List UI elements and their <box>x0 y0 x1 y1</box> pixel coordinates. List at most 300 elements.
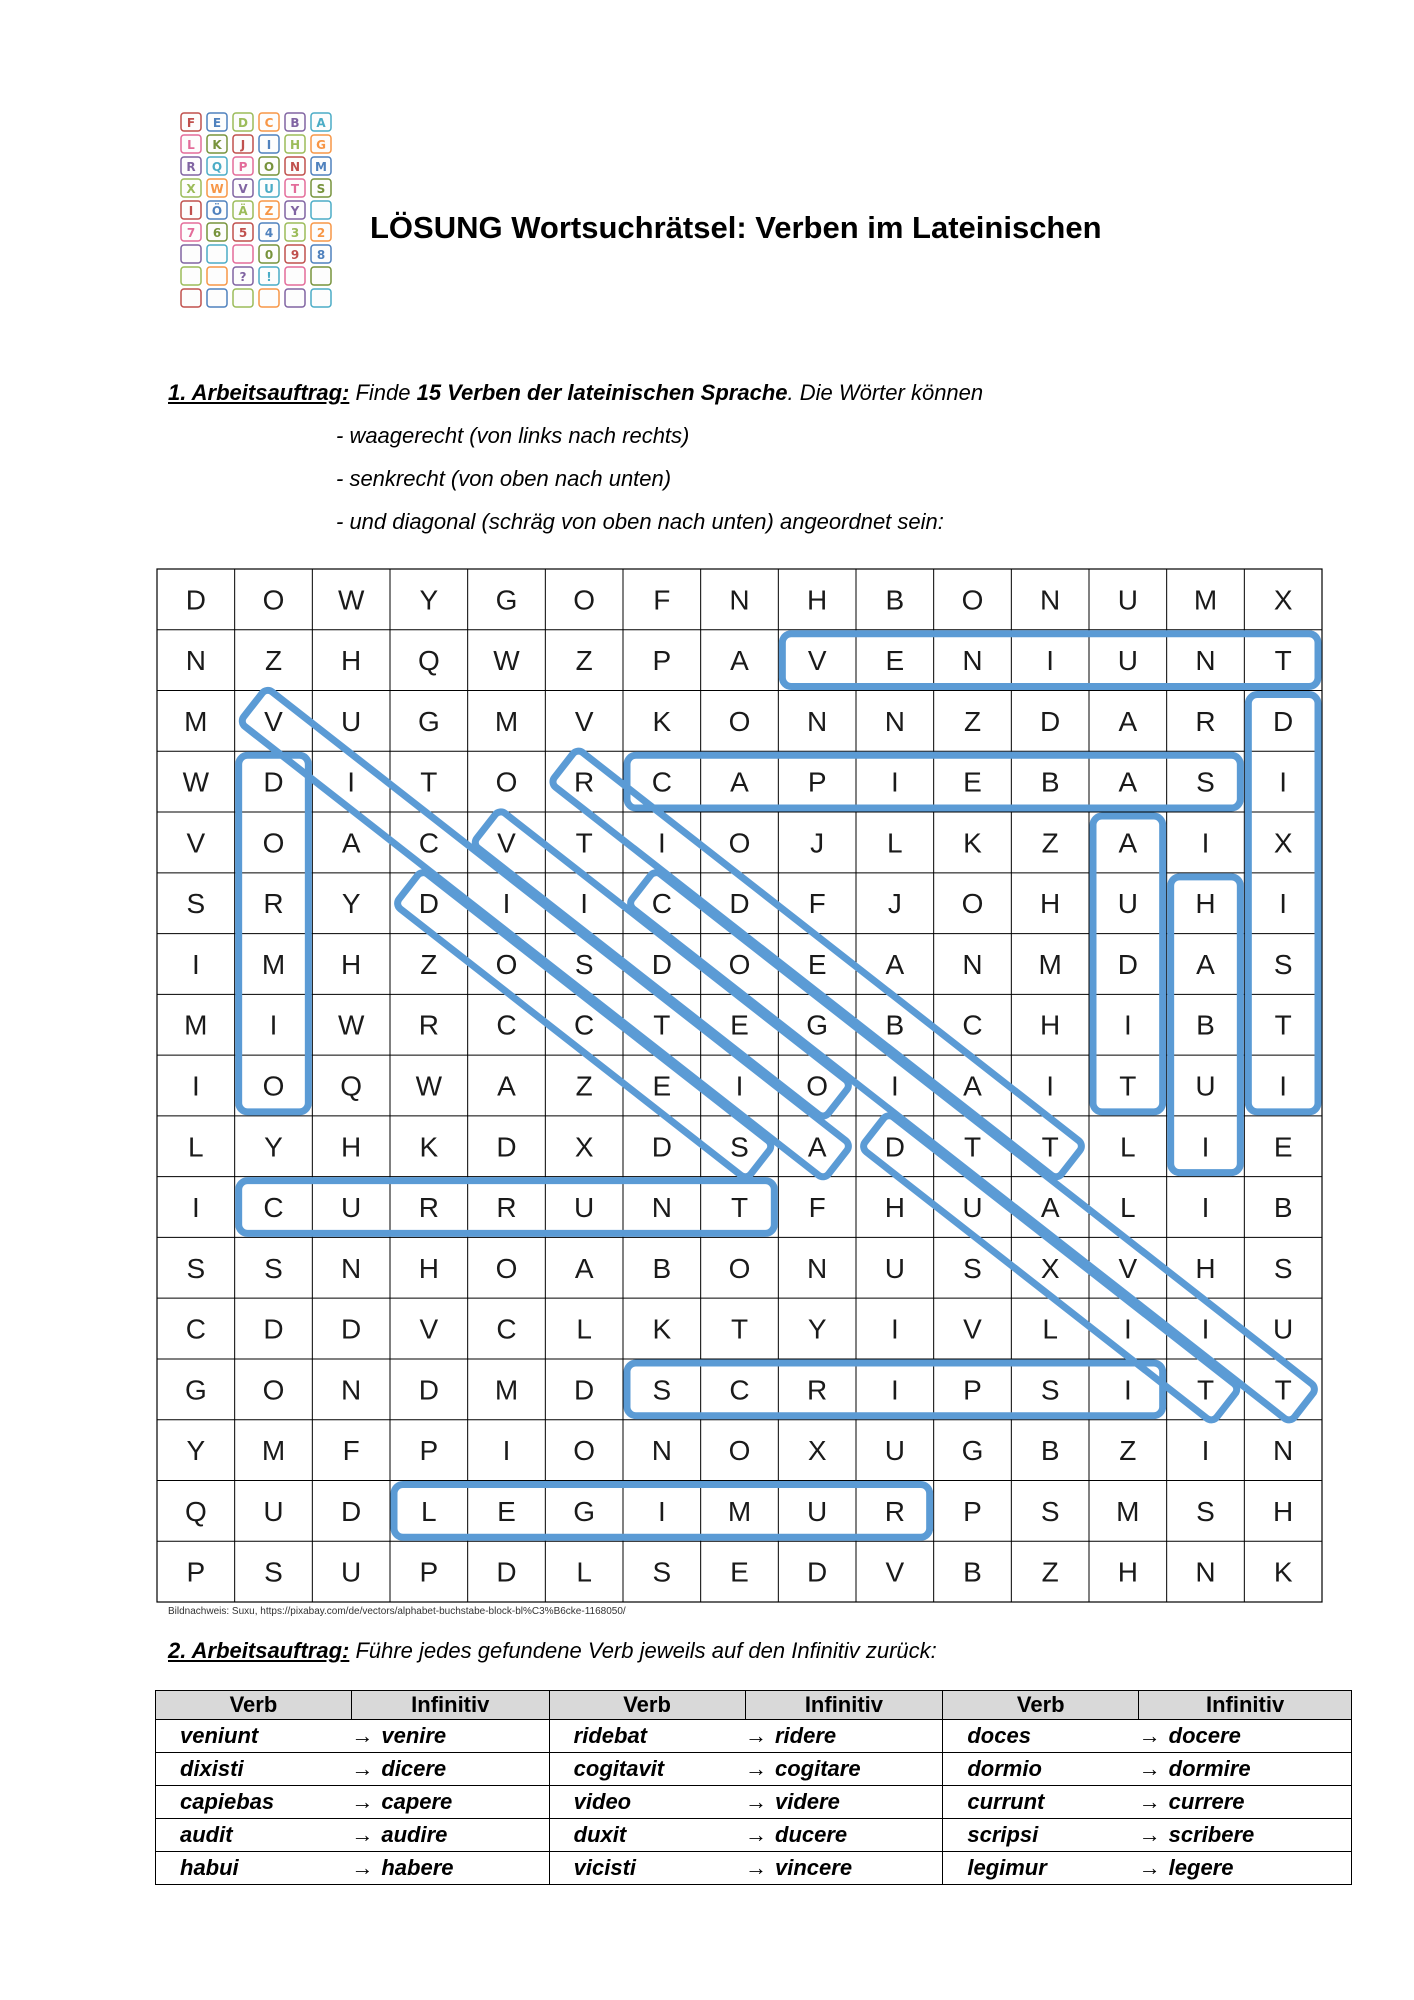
grid-letter: H <box>1195 888 1216 920</box>
image-credit: Bildnachweis: Suxu, https://pixabay.com/de/vectors/alphabet-buchstabe-block-bl%C3%B6cke-1168050/ <box>168 1606 626 1617</box>
grid-letter: C <box>651 888 672 920</box>
logo-letter-block <box>259 289 279 307</box>
logo-letter-block <box>207 179 227 197</box>
grid-letter: N <box>729 584 750 616</box>
grid-letter: L <box>576 1556 592 1588</box>
logo-letter-block <box>259 201 279 219</box>
svg-text:I: I <box>188 204 194 218</box>
grid-letter: O <box>262 1070 285 1102</box>
grid-letter: G <box>573 1495 596 1527</box>
grid-letter: I <box>1123 1374 1132 1406</box>
grid-letter: C <box>418 827 439 859</box>
verb-cell: audit <box>156 1819 352 1852</box>
grid-letter: O <box>728 1252 751 1284</box>
task1-intro-b: . Die Wörter können <box>787 380 984 405</box>
grid-letter: D <box>1273 705 1294 737</box>
arrow-icon: → <box>351 1822 374 1847</box>
grid-letter: S <box>186 888 206 920</box>
grid-letter: R <box>418 1009 439 1041</box>
grid-letter: O <box>961 888 984 920</box>
grid-letter: R <box>574 766 595 798</box>
logo-letter-block <box>233 289 253 307</box>
grid-letter: R <box>418 1192 439 1224</box>
grid-letter: D <box>496 1556 517 1588</box>
grid-letter: S <box>1196 1495 1215 1527</box>
grid-letter: B <box>1040 766 1060 798</box>
svg-text:H: H <box>289 138 301 152</box>
logo-letter-block <box>259 157 279 175</box>
logo-letter-block <box>311 245 331 263</box>
grid-letter: S <box>1273 948 1293 980</box>
grid-letter: N <box>341 1374 362 1406</box>
arrow-icon: → <box>351 1756 374 1781</box>
grid-letter: X <box>574 1131 594 1163</box>
grid-letter: O <box>495 948 518 980</box>
task1-intro-bold: 15 Verben der lateinischen Sprache <box>416 380 788 405</box>
logo-letter-block <box>285 179 305 197</box>
grid-letter: C <box>651 766 672 798</box>
grid-letter: D <box>884 1131 905 1163</box>
grid-letter: H <box>1195 1252 1216 1284</box>
header-verb: Verb <box>943 1691 1139 1720</box>
infinitive-cell <box>351 1819 549 1852</box>
grid-letter: T <box>1274 1374 1292 1406</box>
grid-letter: O <box>806 1070 829 1102</box>
grid-letter: Y <box>807 1313 827 1345</box>
grid-letter: D <box>651 1131 672 1163</box>
logo-letter-block <box>259 113 279 131</box>
grid-letter: Z <box>264 645 283 677</box>
logo-letter-block <box>207 135 227 153</box>
grid-letter: N <box>185 645 206 677</box>
logo-letter-block <box>285 157 305 175</box>
grid-letter: E <box>1273 1131 1293 1163</box>
grid-letter: T <box>1274 1009 1292 1041</box>
arrow-icon: → <box>351 1723 374 1748</box>
grid-letter: R <box>884 1495 905 1527</box>
arrow-icon: → <box>745 1855 767 1880</box>
arrow-icon: → <box>745 1723 767 1748</box>
svg-text:S: S <box>316 182 326 196</box>
grid-letter: P <box>652 645 672 677</box>
infinitive-cell <box>745 1720 943 1753</box>
grid-letter: I <box>502 1435 511 1467</box>
infinitive-text: legere <box>1168 1855 1234 1880</box>
grid-letter: H <box>341 1131 362 1163</box>
logo-letter-block <box>181 179 201 197</box>
infinitive-text: habere <box>381 1855 454 1880</box>
logo-letter-block <box>181 223 201 241</box>
grid-letter: C <box>574 1009 595 1041</box>
grid-letter: S <box>264 1556 283 1588</box>
grid-letter: M <box>727 1495 752 1527</box>
verb-cell: cogitavit <box>549 1753 745 1786</box>
verb-cell: habui <box>156 1852 352 1885</box>
grid-letter: O <box>262 827 285 859</box>
arrow-icon: → <box>745 1822 767 1847</box>
logo-letter-block <box>285 135 305 153</box>
grid-letter: I <box>191 1192 200 1224</box>
grid-letter: U <box>807 1495 828 1527</box>
grid-letter: I <box>1123 1009 1132 1041</box>
grid-letter: E <box>730 1556 749 1588</box>
grid-letter: W <box>415 1070 443 1102</box>
grid-letter: C <box>962 1009 983 1041</box>
grid-letter: T <box>730 1192 749 1224</box>
grid-letter: T <box>1196 1374 1215 1406</box>
grid-letter: G <box>184 1374 207 1406</box>
grid-letter: O <box>728 1435 751 1467</box>
grid-letter: N <box>1195 645 1216 677</box>
grid-letter: U <box>341 705 362 737</box>
grid-letter: D <box>418 1374 439 1406</box>
infinitive-text: videre <box>775 1789 840 1814</box>
arrow-icon: → <box>745 1756 767 1781</box>
task1-line-diagonal: - und diagonal (schräg von oben nach unten) angeordnet sein: <box>336 509 944 534</box>
svg-text:B: B <box>290 116 300 130</box>
grid-letter: Y <box>341 888 361 920</box>
logo-letter-block <box>311 135 331 153</box>
grid-letter: T <box>1041 1131 1059 1163</box>
grid-letter: O <box>262 1374 285 1406</box>
grid-letter: X <box>1273 827 1293 859</box>
logo-letter-block <box>207 113 227 131</box>
grid-letter: S <box>652 1374 672 1406</box>
logo-letter-block <box>181 135 201 153</box>
header-verb: Verb <box>549 1691 745 1720</box>
grid-letter: U <box>574 1192 595 1224</box>
grid-letter: J <box>887 888 902 920</box>
svg-text:C: C <box>264 116 274 130</box>
verb-cell: scripsi <box>943 1819 1139 1852</box>
svg-text:X: X <box>186 182 196 196</box>
svg-text:G: G <box>316 138 326 152</box>
svg-text:?: ? <box>239 270 247 284</box>
logo-letter-block <box>311 267 331 285</box>
grid-letter: I <box>657 827 666 859</box>
infinitive-text: dormire <box>1168 1756 1251 1781</box>
grid-letter: N <box>651 1192 672 1224</box>
grid-letter: B <box>1196 1009 1215 1041</box>
grid-letter: I <box>191 1070 200 1102</box>
grid-letter: D <box>185 584 206 616</box>
svg-text:L: L <box>187 138 195 152</box>
grid-letter: N <box>1195 1556 1216 1588</box>
grid-letter: Z <box>1041 1556 1059 1588</box>
grid-letter: X <box>807 1435 827 1467</box>
grid-letter: T <box>1119 1070 1137 1102</box>
grid-letter: M <box>494 705 519 737</box>
grid-letter: D <box>496 1131 517 1163</box>
grid-letter: H <box>1040 888 1061 920</box>
infinitive-cell <box>1139 1819 1352 1852</box>
verb-cell: dixisti <box>156 1753 352 1786</box>
svg-text:Y: Y <box>290 204 300 218</box>
verb-cell: dormio <box>943 1753 1139 1786</box>
logo-letter-block <box>233 245 253 263</box>
grid-letter: S <box>264 1252 283 1284</box>
logo-letter-block <box>259 179 279 197</box>
grid-letter: N <box>1040 584 1061 616</box>
alphabet-blocks-logo <box>180 112 332 308</box>
grid-letter: H <box>1040 1009 1061 1041</box>
grid-letter: N <box>962 645 983 677</box>
grid-letter: K <box>963 827 982 859</box>
infinitive-text: ridere <box>775 1723 837 1748</box>
infinitive-cell <box>745 1753 943 1786</box>
grid-letter: U <box>341 1556 362 1588</box>
grid-letter: I <box>347 766 356 798</box>
grid-letter: K <box>652 1313 672 1345</box>
infinitive-text: cogitare <box>775 1756 861 1781</box>
grid-letter: S <box>1040 1374 1060 1406</box>
svg-text:T: T <box>290 182 300 196</box>
grid-letter: D <box>1040 705 1061 737</box>
grid-letter: H <box>418 1252 439 1284</box>
svg-text:M: M <box>315 160 327 174</box>
verb-cell: doces <box>943 1720 1139 1753</box>
grid-letter: L <box>1120 1131 1136 1163</box>
grid-letter: K <box>1273 1556 1293 1588</box>
grid-letter: L <box>1120 1192 1136 1224</box>
grid-letter: V <box>419 1313 439 1345</box>
grid-letter: I <box>890 766 899 798</box>
verb-cell: veniunt <box>156 1720 352 1753</box>
grid-letter: R <box>496 1192 517 1224</box>
svg-text:4: 4 <box>264 226 274 240</box>
grid-letter: M <box>494 1374 519 1406</box>
logo-letter-block <box>311 113 331 131</box>
logo-letter-block <box>207 267 227 285</box>
grid-letter: F <box>808 888 826 920</box>
grid-letter: G <box>495 584 518 616</box>
grid-letter: O <box>495 1252 518 1284</box>
infinitive-cell <box>351 1753 549 1786</box>
grid-letter: D <box>651 948 672 980</box>
grid-letter: Z <box>1119 1435 1137 1467</box>
grid-letter: C <box>729 1374 750 1406</box>
grid-letter: Q <box>340 1070 363 1102</box>
svg-text:J: J <box>240 138 246 152</box>
logo-letter-block <box>259 223 279 241</box>
svg-text:U: U <box>264 182 274 196</box>
grid-letter: H <box>807 584 828 616</box>
grid-letter: S <box>730 1131 749 1163</box>
grid-letter: D <box>263 1313 284 1345</box>
infinitive-cell <box>1139 1720 1352 1753</box>
logo-letter-block <box>233 179 253 197</box>
grid-letter: V <box>574 705 594 737</box>
grid-letter: U <box>1117 584 1138 616</box>
grid-letter: U <box>884 1435 905 1467</box>
grid-letter: Z <box>420 948 438 980</box>
grid-letter: B <box>652 1252 672 1284</box>
svg-text:K: K <box>212 138 222 152</box>
logo-letter-block <box>207 223 227 241</box>
grid-letter: L <box>188 1131 204 1163</box>
table-row <box>156 1852 1352 1885</box>
grid-letter: N <box>962 948 983 980</box>
grid-letter: J <box>810 827 825 859</box>
svg-text:7: 7 <box>186 226 196 240</box>
verb-cell: duxit <box>549 1819 745 1852</box>
grid-letter: M <box>1038 948 1062 980</box>
logo-letter-block <box>181 157 201 175</box>
task1-line-horizontal: - waagerecht (von links nach rechts) <box>336 423 690 448</box>
grid-letter: H <box>884 1192 905 1224</box>
svg-text:Z: Z <box>264 204 274 218</box>
logo-letter-block <box>207 289 227 307</box>
arrow-icon: → <box>1138 1855 1161 1880</box>
svg-text:Q: Q <box>211 160 223 174</box>
grid-letter: S <box>652 1556 672 1588</box>
svg-text:9: 9 <box>290 248 300 262</box>
svg-text:A: A <box>316 116 326 130</box>
infinitive-cell <box>1139 1786 1352 1819</box>
verb-cell: vicisti <box>549 1852 745 1885</box>
grid-letter: Z <box>575 1070 593 1102</box>
infinitive-text: capere <box>381 1789 453 1814</box>
grid-letter: T <box>730 1313 749 1345</box>
svg-text:P: P <box>238 160 248 174</box>
svg-text:5: 5 <box>238 226 248 240</box>
grid-letter: P <box>419 1435 439 1467</box>
grid-letter: G <box>417 705 440 737</box>
grid-letter: A <box>1118 827 1138 859</box>
svg-text:Ö: Ö <box>211 204 223 218</box>
grid-letter: F <box>808 1192 826 1224</box>
grid-letter: I <box>657 1495 666 1527</box>
arrow-icon: → <box>351 1789 374 1814</box>
grid-letter: K <box>419 1131 439 1163</box>
svg-text:2: 2 <box>316 226 326 240</box>
grid-letter: I <box>890 1313 899 1345</box>
grid-letter: A <box>1118 766 1138 798</box>
grid-letter: P <box>186 1556 206 1588</box>
verb-cell: video <box>549 1786 745 1819</box>
infinitive-cell <box>1139 1753 1352 1786</box>
infinitive-cell <box>745 1786 943 1819</box>
grid-letter: O <box>728 948 751 980</box>
grid-letter: B <box>885 584 905 616</box>
grid-letter: W <box>182 766 210 798</box>
svg-text:0: 0 <box>264 248 274 262</box>
grid-letter: W <box>337 1009 365 1041</box>
arrow-icon: → <box>1138 1789 1161 1814</box>
task2-text: Führe jedes gefundene Verb jeweils auf den Infinitiv zurück: <box>349 1638 937 1663</box>
grid-letter: F <box>342 1435 360 1467</box>
grid-letter: V <box>264 705 283 737</box>
logo-letter-block <box>311 157 331 175</box>
grid-letter: D <box>729 888 750 920</box>
verb-cell: currunt <box>943 1786 1139 1819</box>
grid-letter: U <box>1195 1070 1216 1102</box>
header-infinitive: Infinitiv <box>745 1691 943 1720</box>
grid-letter: Q <box>417 645 440 677</box>
logo-letter-block <box>207 245 227 263</box>
grid-letter: A <box>730 645 749 677</box>
grid-letter: A <box>1196 948 1215 980</box>
grid-letter: C <box>185 1313 206 1345</box>
grid-letter: N <box>341 1252 362 1284</box>
header-verb: Verb <box>156 1691 352 1720</box>
grid-letter: L <box>421 1495 437 1527</box>
logo-letter-block <box>259 267 279 285</box>
infinitive-cell <box>1139 1852 1352 1885</box>
grid-letter: M <box>1193 584 1218 616</box>
grid-letter: E <box>652 1070 672 1102</box>
grid-letter: S <box>186 1252 206 1284</box>
word-search-svg <box>155 567 1325 1604</box>
table-row <box>156 1819 1352 1852</box>
grid-letter: N <box>651 1435 672 1467</box>
grid-letter: S <box>1273 1252 1293 1284</box>
grid-letter: A <box>1040 1192 1060 1224</box>
logo-letter-block <box>259 135 279 153</box>
grid-letter: U <box>1117 888 1138 920</box>
logo-letter-block <box>233 113 253 131</box>
task1-line-vertical: - senkrecht (von oben nach unten) <box>336 466 672 491</box>
grid-letter: M <box>184 1009 208 1041</box>
logo-letter-block <box>285 201 305 219</box>
grid-letter: I <box>191 948 200 980</box>
grid-letter: U <box>263 1495 284 1527</box>
table-row <box>156 1786 1352 1819</box>
grid-letter: D <box>341 1495 362 1527</box>
grid-letter: M <box>261 948 286 980</box>
infinitive-text: venire <box>381 1723 447 1748</box>
logo-letter-block <box>233 267 253 285</box>
grid-letter: A <box>574 1252 594 1284</box>
grid-letter: X <box>1273 584 1293 616</box>
svg-text:O: O <box>263 160 275 174</box>
grid-letter: E <box>963 766 982 798</box>
grid-letter: C <box>496 1313 517 1345</box>
logo-letter-block <box>181 267 201 285</box>
grid-letter: H <box>1273 1495 1294 1527</box>
logo-letter-block <box>181 289 201 307</box>
grid-letter: T <box>1274 645 1292 677</box>
logo-letter-block <box>181 201 201 219</box>
grid-letter: D <box>574 1374 595 1406</box>
logo-letter-block <box>285 289 305 307</box>
logo-letter-block <box>285 267 305 285</box>
grid-letter: O <box>573 584 596 616</box>
grid-letter: R <box>1195 705 1216 737</box>
grid-letter: I <box>502 888 511 920</box>
infinitive-text: ducere <box>775 1822 848 1847</box>
grid-letter: R <box>807 1374 828 1406</box>
infinitive-text: scribere <box>1168 1822 1255 1847</box>
grid-letter: I <box>1201 1435 1210 1467</box>
table-row <box>156 1720 1352 1753</box>
grid-letter: Y <box>264 1131 283 1163</box>
grid-letter: N <box>807 705 828 737</box>
grid-letter: D <box>263 766 284 798</box>
grid-letter: E <box>807 948 827 980</box>
task1-instructions <box>168 378 983 550</box>
grid-letter: P <box>419 1556 439 1588</box>
arrow-icon: → <box>1138 1822 1161 1847</box>
grid-letter: S <box>963 1252 982 1284</box>
logo-letter-block <box>233 157 253 175</box>
grid-letter: I <box>1201 1192 1210 1224</box>
grid-letter: X <box>1040 1252 1060 1284</box>
infinitive-cell <box>745 1819 943 1852</box>
header-infinitive: Infinitiv <box>351 1691 549 1720</box>
grid-letter: Y <box>186 1435 206 1467</box>
grid-letter: G <box>806 1009 829 1041</box>
